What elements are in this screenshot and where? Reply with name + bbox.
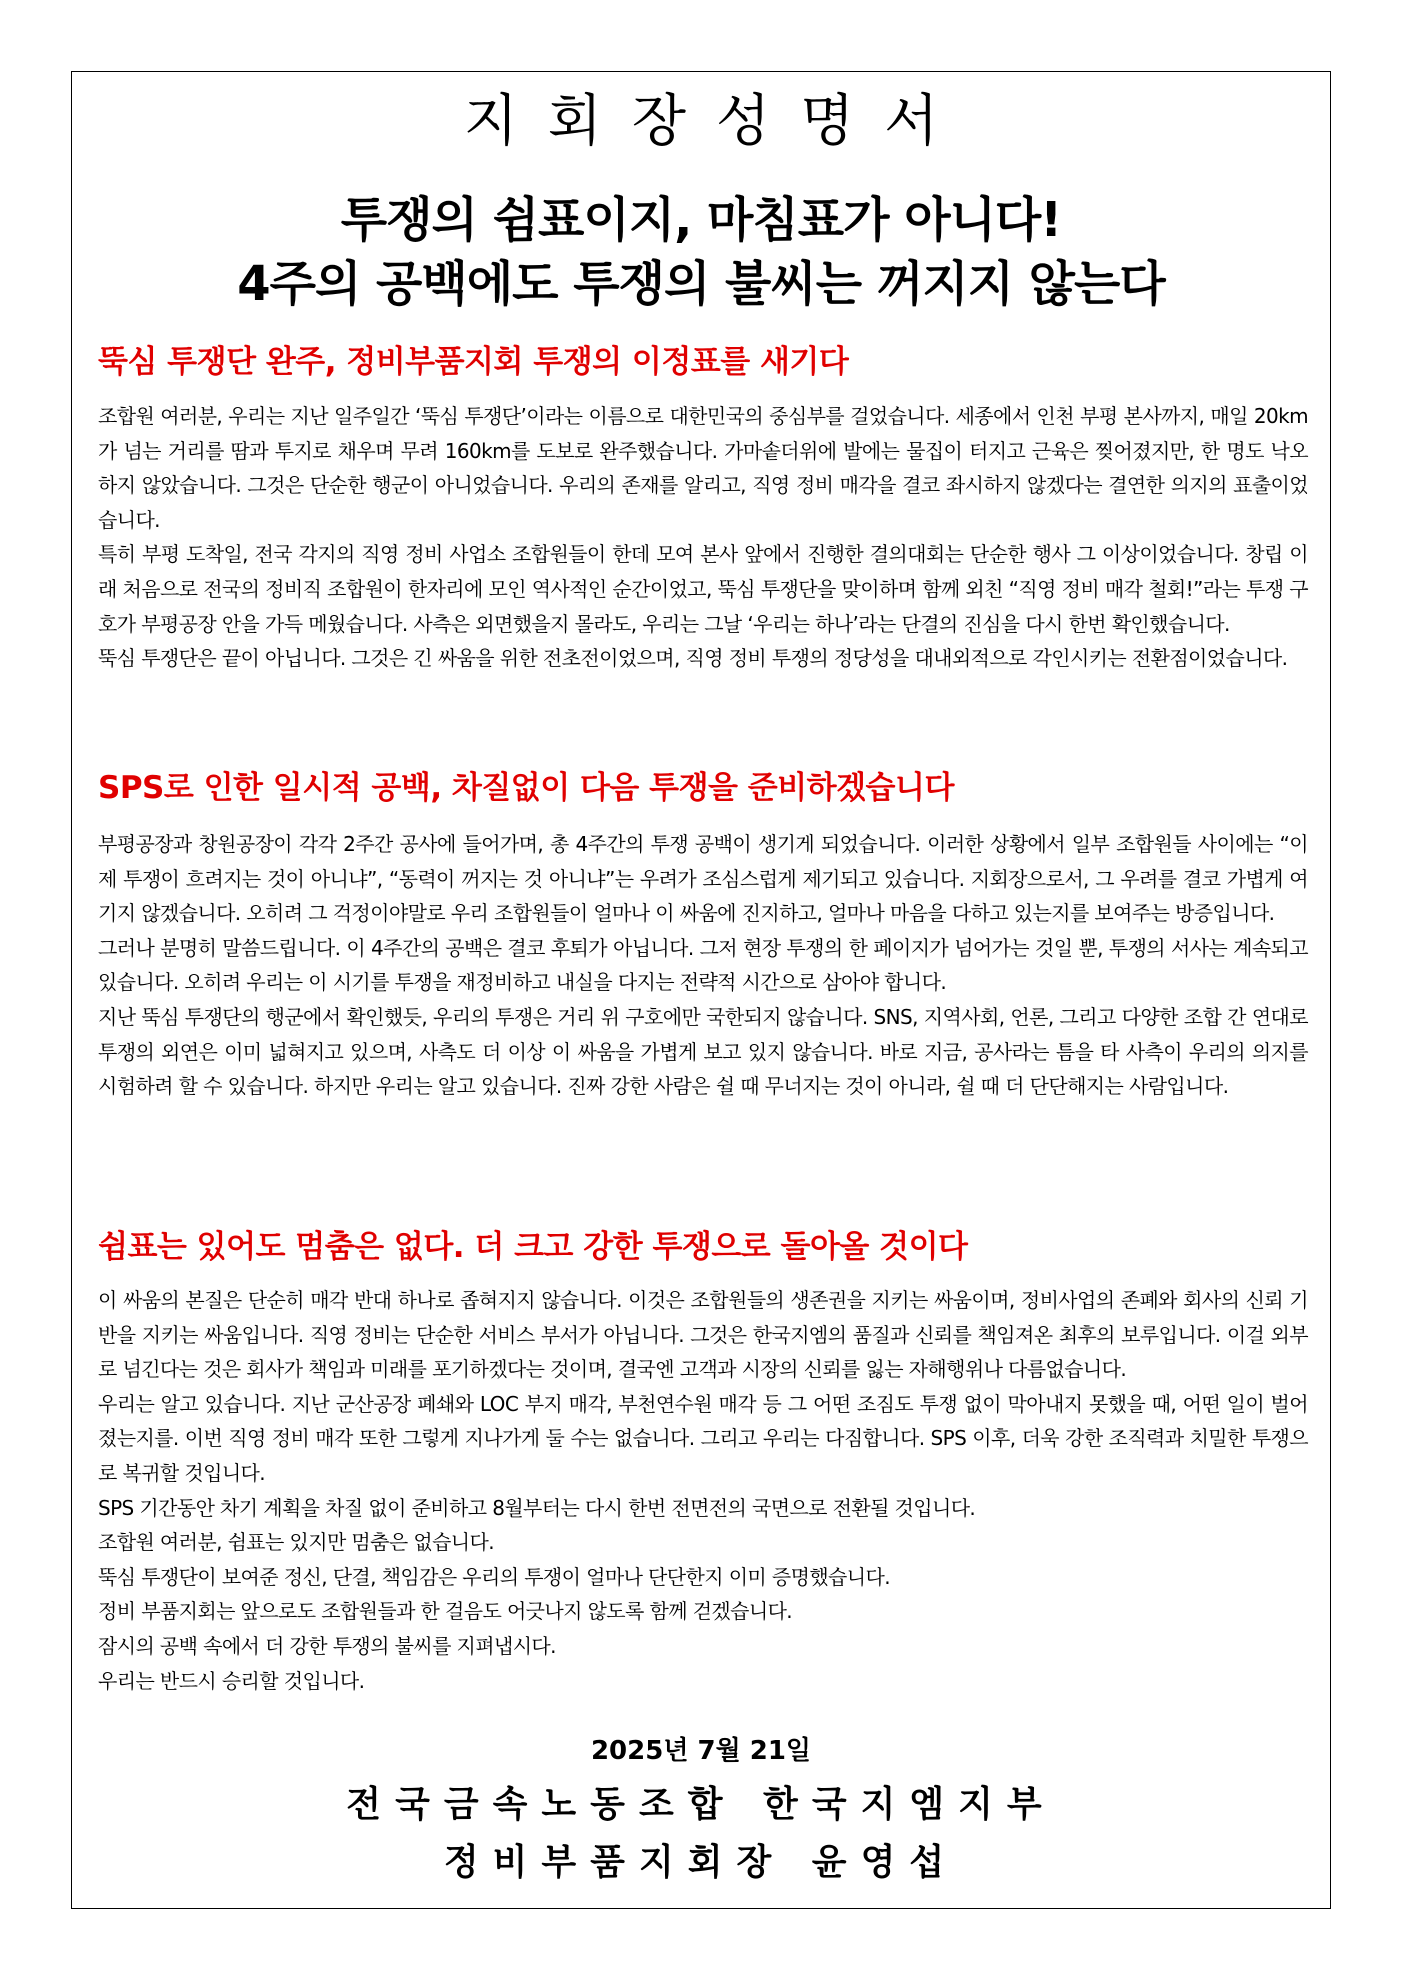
paragraph: 이 싸움의 본질은 단순히 매각 반대 하나로 좁혀지지 않습니다. 이것은 조합원들의 생존권을 지키는 싸움이며, 정비사업의 존폐와 회사의 신뢰 기반을 지키는 싸움입니다. 직영 정비는 단순한 서비스 부서가 아닙니다. 그것은 한국지엠의 품질과 신뢰를 책임져온 최후의 보루입니다. 이걸 외부로 넘긴다는 것은 회사가 책임과 미래를 포기하겠다는 것이며, 결국엔 고객과 시장의 신뢰를 잃는 자해행위나 다름없습니다.: [98, 1288, 1308, 1382]
signature-chair: 정비부품지회장 윤영섭: [443, 1842, 959, 1883]
paragraph: SPS 기간동안 차기 계획을 차질 없이 준비하고 8월부터는 다시 한번 전면전의 국면으로 전환될 것입니다.: [98, 1495, 976, 1520]
section-body-2: [98, 827, 1308, 1104]
signature-union: 전국금속노동조합 한국지엠지부: [346, 1784, 1056, 1825]
paragraph: 우리는 반드시 승리할 것입니다.: [98, 1668, 365, 1693]
paragraph: 조합원 여러분, 쉼표는 있지만 멈춤은 없습니다.: [98, 1530, 494, 1555]
headline-line-2: 4주의 공백에도 투쟁의 불씨는 꺼지지 않는다: [237, 256, 1165, 312]
section-heading-2: SPS로 인한 일시적 공백, 차질없이 다음 투쟁을 준비하겠습니다: [98, 770, 954, 806]
paragraph: 지난 뚝심 투쟁단의 행군에서 확인했듯, 우리의 투쟁은 거리 위 구호에만 국한되지 않습니다. SNS, 지역사회, 언론, 그리고 다양한 조합 간 연대로 투쟁의 외연은 이미 넓혀지고 있으며, 사측도 더 이상 이 싸움을 가볍게 보고 있지 않습니다. 바로 지금, 공사라는 틈을 타 사측이 우리의 의지를 시험하려 할 수 있습니다. 하지만 우리는 알고 있습니다. 진짜 강한 사람은 쉴 때 무너지는 것이 아니라, 쉴 때 더 단단해지는 사람입니다.: [98, 1004, 1308, 1099]
section-heading-3: 쉼표는 있어도 멈춤은 없다. 더 크고 강한 투쟁으로 돌아올 것이다: [98, 1229, 968, 1265]
paragraph: 우리는 알고 있습니다. 지난 군산공장 폐쇄와 LOC 부지 매각, 부천연수원 매각 등 그 어떤 조짐도 투쟁 없이 막아내지 못했을 때, 어떤 일이 벌어졌는지를. 이번 직영 정비 매각 또한 그렇게 지나가게 둘 수는 없습니다. 그리고 우리는 다짐합니다. SPS 이후, 더욱 강한 조직력과 치밀한 투쟁으로 복귀할 것입니다.: [98, 1391, 1308, 1485]
headline-line-1: 투쟁의 쉼표이지, 마침표가 아니다!: [340, 192, 1062, 248]
paragraph: 잠시의 공백 속에서 더 강한 투쟁의 불씨를 지펴냅시다.: [98, 1633, 556, 1658]
paragraph: 특히 부평 도착일, 전국 각지의 직영 정비 사업소 조합원들이 한데 모여 본사 앞에서 진행한 결의대회는 단순한 행사 그 이상이었습니다. 창립 이래 처음으로 전국의 정비직 조합원이 한자리에 모인 역사적인 순간이었고, 뚝심 투쟁단을 맞이하며 함께 외친 “직영 정비 매각 철회!”라는 투쟁 구호가 부평공장 안을 가득 메웠습니다. 사측은 외면했을지 몰라도, 우리는 그날 ‘우리는 하나’라는 단결의 진심을 다시 한번 확인했습니다.: [98, 542, 1308, 636]
paragraph: 조합원 여러분, 우리는 지난 일주일간 ‘뚝심 투쟁단’이라는 이름으로 대한민국의 중심부를 걸었습니다. 세종에서 인천 부평 본사까지, 매일 20km가 넘는 거리를 땀과 투지로 채우며 무려 160km를 도보로 완주했습니다. 가마솥더위에 발에는 물집이 터지고 근육은 찢어졌지만, 한 명도 낙오하지 않았습니다. 그것은 단순한 행군이 아니었습니다. 우리의 존재를 알리고, 직영 정비 매각을 결코 좌시하지 않겠다는 결연한 의지의 표출이었습니다.: [98, 404, 1308, 532]
document-title: 지회장성명서: [463, 89, 969, 154]
section-body-3: [98, 1283, 1308, 1698]
paragraph: 그러나 분명히 말씀드립니다. 이 4주간의 공백은 결코 후퇴가 아닙니다. 그저 현장 투쟁의 한 페이지가 넘어가는 것일 뿐, 투쟁의 서사는 계속되고 있습니다. 오히려 우리는 이 시기를 투쟁을 재정비하고 내실을 다지는 전략적 시간으로 삼아야 합니다.: [98, 935, 1308, 995]
paragraph: 뚝심 투쟁단은 끝이 아닙니다. 그것은 긴 싸움을 위한 전초전이었으며, 직영 정비 투쟁의 정당성을 대내외적으로 각인시키는 전환점이었습니다.: [98, 646, 1288, 671]
section-body-1: [98, 399, 1308, 676]
paragraph: 정비 부품지회는 앞으로도 조합원들과 한 걸음도 어긋나지 않도록 함께 걷겠습니다.: [98, 1599, 793, 1624]
paragraph: 뚝심 투쟁단이 보여준 정신, 단결, 책임감은 우리의 투쟁이 얼마나 단단한지 이미 증명했습니다.: [98, 1564, 890, 1589]
section-heading-1: 뚝심 투쟁단 완주, 정비부품지회 투쟁의 이정표를 새기다: [98, 344, 849, 380]
statement-date: 2025년 7월 21일: [590, 1736, 812, 1766]
paragraph: 부평공장과 창원공장이 각각 2주간 공사에 들어가며, 총 4주간의 투쟁 공백이 생기게 되었습니다. 이러한 상황에서 일부 조합원들 사이에는 “이제 투쟁이 흐려지는 것이 아니냐”, “동력이 꺼지는 것 아니냐”는 우려가 조심스럽게 제기되고 있습니다. 지회장으로서, 그 우려를 결코 가볍게 여기지 않겠습니다. 오히려 그 걱정이야말로 우리 조합원들이 얼마나 이 싸움에 진지하고, 얼마나 마음을 다하고 있는지를 보여주는 방증입니다.: [98, 832, 1308, 926]
